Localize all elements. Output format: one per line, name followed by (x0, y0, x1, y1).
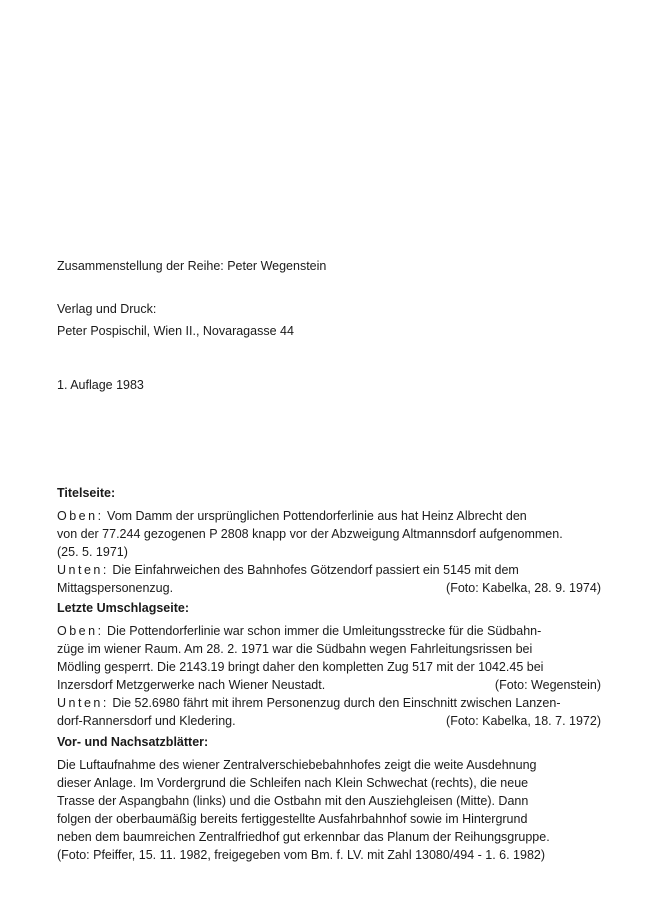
titelseite-heading: Titelseite: (57, 486, 116, 500)
oben-label: Oben: (57, 624, 104, 638)
publisher-block (57, 300, 601, 340)
compiler-text: Zusammenstellung der Reihe: Peter Wegenstein (57, 259, 327, 273)
titelseite-unten-line2: Mittagspersonenzug. (Foto: Kabelka, 28. 9. 1974) (57, 581, 601, 595)
photo-credit: (Foto: Kabelka, 28. 9. 1974) (446, 581, 601, 595)
letzte-unten-line2: dorf-Rannersdorf und Kledering. (Foto: Kabelka, 18. 7. 1972) (57, 714, 601, 728)
vor-line4: folgen der oberbaumäßig bereits fertiggestellte Ausfahrbahnhof sowie im Hintergrund (57, 812, 528, 826)
letzte-oben-line3: Mödling gesperrt. Die 2143.19 bringt daher den kompletten Zug 517 mit der 1042.45 bei (57, 660, 544, 674)
compiler-line (57, 257, 601, 275)
letzte-unten-line1: Unten: Die 52.6980 fährt mit ihrem Personenzug durch den Einschnitt zwischen Lanzen- (57, 696, 561, 710)
vor-line2: dieser Anlage. Im Vordergrund die Schleifen nach Klein Schwechat (rechts), die neue (57, 776, 529, 790)
vor-line1: Die Luftaufnahme des wiener Zentralverschiebebahnhofes zeigt die weite Ausdehnung (57, 758, 537, 772)
vor-heading: Vor- und Nachsatzblätter: (57, 735, 209, 749)
edition-text: 1. Auflage 1983 (57, 378, 144, 392)
titelseite-unten (57, 561, 601, 597)
vor-text (57, 756, 601, 864)
titelseite-unten-line1: Unten: Die Einfahrweichen des Bahnhofes Götzendorf passiert ein 5145 mit dem (57, 563, 519, 577)
section-letzte-umschlagseite (57, 599, 601, 730)
section-titelseite (57, 484, 601, 597)
publisher-address: Peter Pospischil, Wien II., Novaragasse 44 (57, 324, 294, 338)
letzte-oben-line1: Oben: Die Pottendorferlinie war schon immer die Umleitungsstrecke für die Südbahn- (57, 624, 542, 638)
letzte-oben-line2: züge im wiener Raum. Am 28. 2. 1971 war die Südbahn wegen Fahrleitungsrissen bei (57, 642, 533, 656)
publisher-label: Verlag und Druck: (57, 302, 157, 316)
letzte-oben-line4: Inzersdorf Metzgerwerke nach Wiener Neustadt. (Foto: Wegenstein) (57, 678, 601, 692)
vor-line6: (Foto: Pfeiffer, 15. 11. 1982, freigegeben vom Bm. f. LV. mit Zahl 13080/494 - 1. 6. 1982) (57, 848, 546, 862)
titelseite-oben-line3: (25. 5. 1971) (57, 545, 128, 559)
titelseite-oben-line2: von der 77.244 gezogenen P 2808 knapp vor der Abzweigung Altmannsdorf aufgenommen. (57, 527, 563, 541)
edition-line (57, 376, 601, 394)
letzte-unten (57, 694, 601, 730)
photo-credit: (Foto: Wegenstein) (494, 678, 601, 692)
vor-line5: neben dem baumreichen Zentralfriedhof gut erkennbar das Planum der Reihungsgruppe. (57, 830, 550, 844)
titelseite-oben (57, 507, 601, 561)
vor-line3: Trasse der Aspangbahn (links) und die Ostbahn mit den Ausziehgleisen (Mitte). Dann (57, 794, 529, 808)
unten-label: Unten: (57, 696, 109, 710)
oben-label: Oben: (57, 509, 104, 523)
unten-label: Unten: (57, 563, 109, 577)
titelseite-oben-line1: Oben: Vom Damm der ursprünglichen Pottendorferlinie aus hat Heinz Albrecht den (57, 509, 527, 523)
section-vor-nachsatz (57, 733, 601, 864)
letzte-heading: Letzte Umschlagseite: (57, 601, 189, 615)
letzte-oben (57, 622, 601, 694)
photo-credit: (Foto: Kabelka, 18. 7. 1972) (446, 714, 601, 728)
